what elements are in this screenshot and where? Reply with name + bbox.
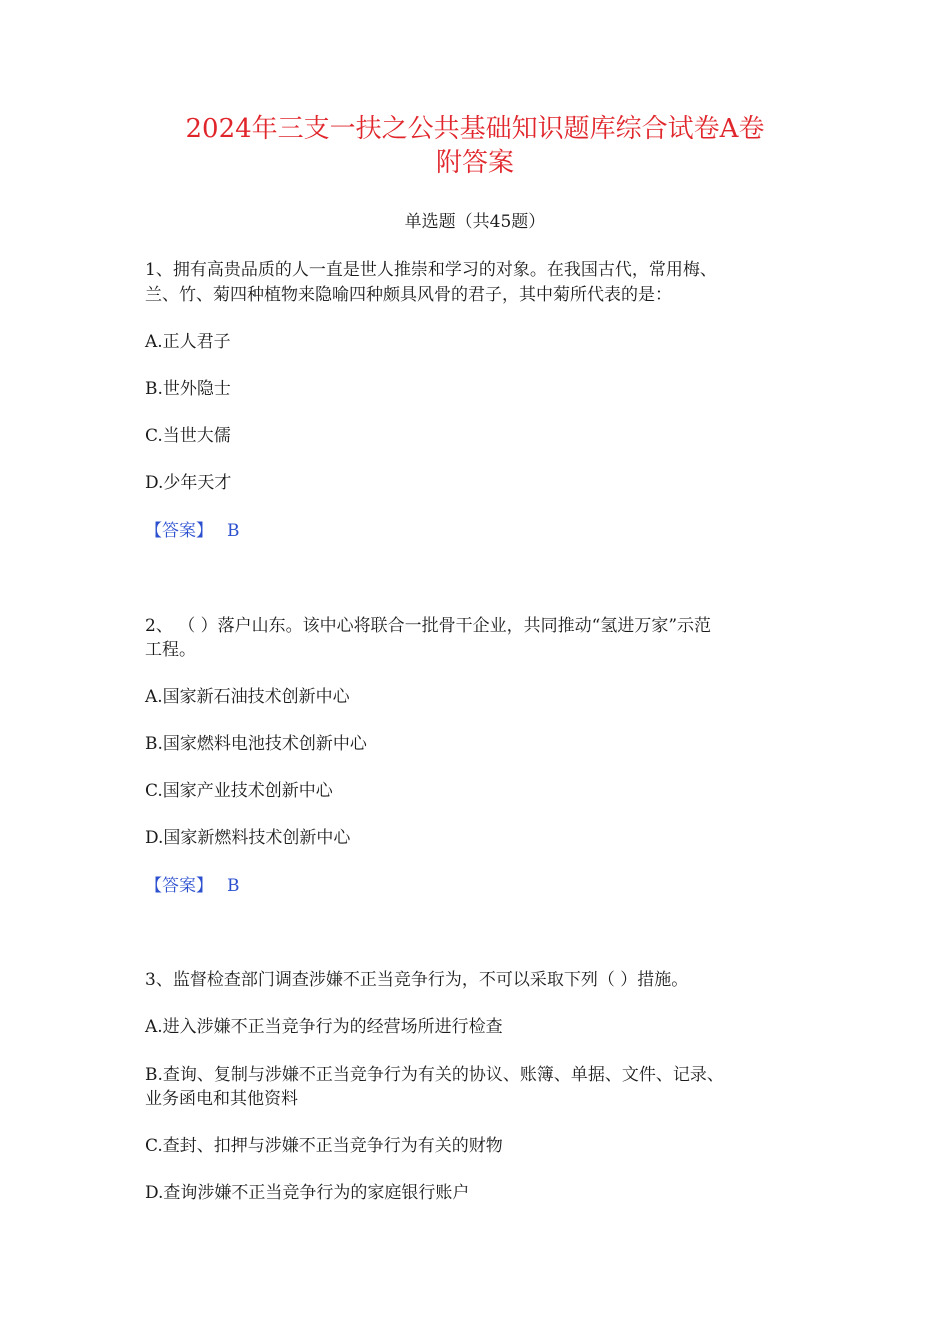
question-3-option-b-line-2: 业务函电和其他资料 [145, 1089, 298, 1109]
question-2-option-c: C.国家产业技术创新中心 [145, 781, 333, 801]
question-2-option-b: B.国家燃料电池技术创新中心 [145, 734, 367, 754]
section-heading: 单选题（共45题） [404, 212, 546, 232]
question-2-option-a: A.国家新石油技术创新中心 [145, 687, 350, 707]
answer-value: B [227, 876, 240, 896]
question-1-option-a: A.正人君子 [145, 332, 231, 352]
question-3-option-c: C.查封、扣押与涉嫌不正当竞争行为有关的财物 [145, 1136, 503, 1156]
answer-value: B [227, 521, 240, 541]
answer-label: 【答案】 [145, 876, 213, 896]
question-1-option-d: D.少年天才 [145, 473, 232, 493]
question-1-option-b: B.世外隐士 [145, 379, 231, 399]
document-title-line-2: 附答案 [435, 148, 514, 178]
question-2-option-d: D.国家新燃料技术创新中心 [145, 828, 351, 848]
question-2-answer [145, 874, 240, 898]
question-3-option-a: A.进入涉嫌不正当竞争行为的经营场所进行检查 [145, 1017, 503, 1037]
question-1-answer [145, 519, 240, 543]
answer-label: 【答案】 [145, 521, 213, 541]
document-title-line-1: 2024年三支一扶之公共基础知识题库综合试卷A卷 [185, 114, 765, 144]
question-3-stem-line-1: 3、监督检查部门调查涉嫌不正当竞争行为，不可以采取下列（ ）措施。 [145, 970, 689, 990]
question-3-option-b-line-1: B.查询、复制与涉嫌不正当竞争行为有关的协议、账簿、单据、文件、记录、 [145, 1065, 724, 1085]
question-1-stem-line-2: 兰、竹、菊四种植物来隐喻四种颇具风骨的君子，其中菊所代表的是： [145, 285, 672, 305]
question-3-option-d: D.查询涉嫌不正当竞争行为的家庭银行账户 [145, 1183, 470, 1203]
question-1-stem-line-1: 1、拥有高贵品质的人一直是世人推崇和学习的对象。在我国古代，常用梅、 [145, 260, 717, 280]
question-1-option-c: C.当世大儒 [145, 426, 231, 446]
question-2-stem-line-2: 工程。 [145, 640, 196, 660]
question-2-stem-line-1: 2、 （ ）落户山东。该中心将联合一批骨干企业，共同推动“氢进万家”示范 [145, 616, 712, 636]
